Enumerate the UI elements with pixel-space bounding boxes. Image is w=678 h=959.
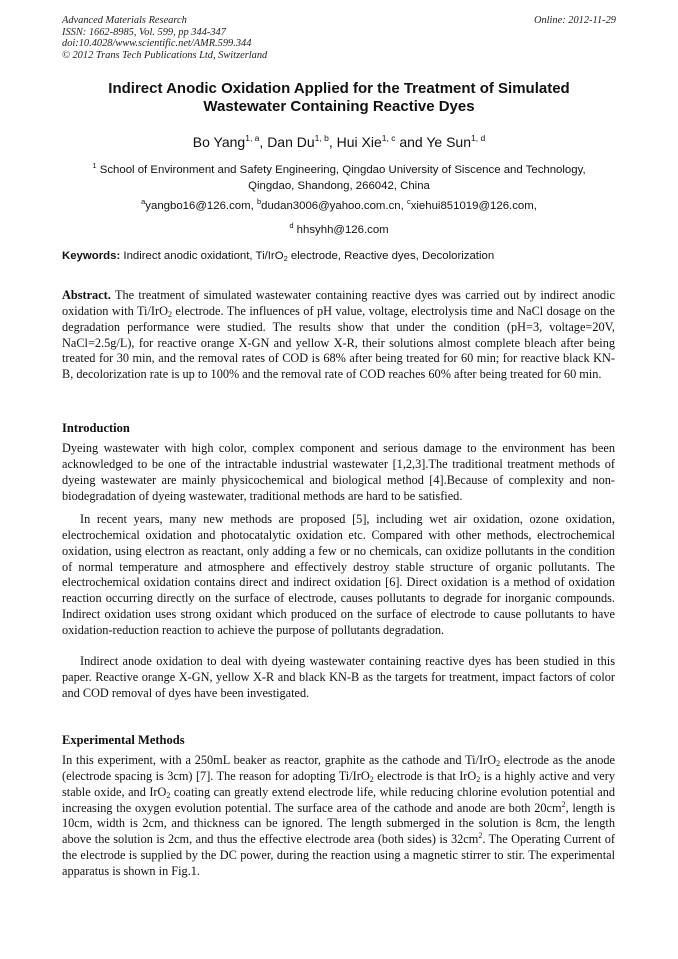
journal-header	[62, 15, 616, 61]
author-name: Bo Yang	[192, 134, 246, 150]
methods-heading: Experimental Methods	[62, 733, 185, 747]
author-emails: $^a$yangbo16@126.com, $^b$dudan3006@yahoo.com.cn, $^c$xiehui851019@126.com, $^d$ hhsyhh@126.com	[141, 197, 537, 236]
affiliation-line-1: School of Environment and Safety Engineering, Qingdao University of Siscence and Technology,	[99, 164, 586, 176]
author-affiliation-mark: 1, a	[245, 133, 260, 143]
email-a: yangbo16@126.com,	[145, 200, 254, 212]
journal-name: Advanced Materials Research	[62, 15, 187, 26]
introduction-paragraph-1: Dyeing wastewater with high color, complex component and serious damage to the environment has been acknowledged to be one of the intractable industrial wastewater [1,2,3].The traditional treatment methods of dyeing wastewater are mainly physicochemical and biological method [4].Because of complexity and non-biodegradation of dyeing wastewater, traditional methods are hard to be satisfied.	[62, 441, 615, 503]
paper-title	[62, 80, 616, 116]
journal-copyright: © 2012 Trans Tech Publications Ltd, Switzerland	[62, 49, 268, 61]
author-list: Bo Yang$^{1, a}$, Dan Du$^{1, b}$, Hui Xie$^{1, c}$ and Ye Sun$^{1, d}$	[192, 133, 486, 150]
introduction-paragraph-2: In recent years, many new methods are proposed [5], including wet air oxidation, ozone oxidation, electrochemical oxidation and photocatalytic oxidation etc. Compared with other methods, electrochemical oxidation, using electron as reactant, only adding a few or no chemicals, can oxidize pollutants in the condition of normal temperature and atmosphere and effectively destroy stable structure of organic pollutants. The electrochemical oxidation contains direct and indirect oxidation [6]. Direct oxidation is a method of oxidation reaction occurring directly on the surface of electrode, causes pollutants to degrade for inorganic compounds. Indirect oxidation uses strong oxidant which produced on the surface of electrode to cause pollutants to have oxidation-reduction reaction to achieve the purpose of pollutants degradation.	[62, 512, 615, 637]
author-name: Ye Sun	[426, 134, 471, 150]
affiliation	[62, 158, 616, 194]
email-d: hhsyhh@126.com	[296, 224, 389, 236]
title-line-1: Indirect Anodic Oxidation Applied for the Treatment of Simulated	[108, 80, 570, 97]
author-affiliation-mark: 1, b	[314, 133, 329, 143]
author-affiliation-mark: 1, d	[471, 133, 486, 143]
journal-issn: ISSN: 1662-8985, Vol. 599, pp 344-347	[62, 26, 226, 38]
abstract-label: Abstract.	[62, 288, 111, 302]
online-date: Online: 2012-11-29	[533, 15, 616, 26]
affiliation-line-2: Qingdao, Shandong, 266042, China	[248, 179, 430, 192]
abstract: Abstract. The treatment of simulated wastewater containing reactive dyes was carried out by indirect anodic oxidation with Ti/IrO$_2$ electrode. The influences of pH value, voltage, electrolysis time and NaCl dosage on the degradation performance were studied. The results show that under the condition (pH=3, voltage=20V, NaCl=2.5g/L), for reactive orange X-GN and yellow X-R, their solutions almost complete bleach after being treated for 30 min, and the removal rates of COD is 68% after being treated for 60 min; for reactive black KN-B, decolorization rate is up to 100% and the removal rate of COD reaches 60% after being treated for 60 min.	[62, 288, 615, 382]
methods-paragraph: In this experiment, with a 250mL beaker as reactor, graphite as the cathode and Ti/IrO$_2$ electrode as the anode (electrode spacing is 3cm) [7]. The reason for adopting Ti/IrO$_2$ electrode is that IrO$_2$ is a highly active and very stable oxide, and IrO$_2$ coating can greatly extend electrode life, while reducing chlorine evolution potential and increasing the oxygen evolution potential. The surface area of the cathode and anode are both $20cm^2$, length is 10cm, width is 2cm, and thickness can be ignored. The length submerged in the solution is 8cm, the length above the solution is 2cm, and thus the effective electrode area (both sides) is $32cm^2$. The Operating Current of the electrode is supplied by the DC power, during the reaction using a magnetic stirrer to stir. The experimental apparatus is shown in Fig.1.	[62, 753, 616, 878]
author-name: Hui Xie	[336, 134, 382, 150]
introduction-paragraph-3: Indirect anode oxidation to deal with dyeing wastewater containing reactive dyes has been studied in this paper. Reactive orange X-GN, yellow X-R and black KN-B as the targets for treatment, impact factors of color and COD removal of dyes have been investigated.	[62, 654, 615, 700]
keywords: Keywords: Indirect anodic oxidationt, Ti/IrO$_2$ electrode, Reactive dyes, Decolorization	[62, 250, 495, 263]
author-name: Dan Du	[267, 134, 315, 150]
title-line-2: Wastewater Containing Reactive Dyes	[203, 98, 475, 115]
author-affiliation-mark: 1, c	[381, 133, 396, 143]
introduction-heading: Introduction	[62, 421, 130, 435]
email-b: dudan3006@yahoo.com.cn,	[261, 200, 404, 212]
affiliation-mark: 1	[92, 161, 97, 170]
journal-doi: doi:10.4028/www.scientific.net/AMR.599.344	[62, 38, 252, 50]
email-c: xiehui851019@126.com,	[410, 200, 537, 212]
keywords-label: Keywords:	[62, 250, 121, 262]
